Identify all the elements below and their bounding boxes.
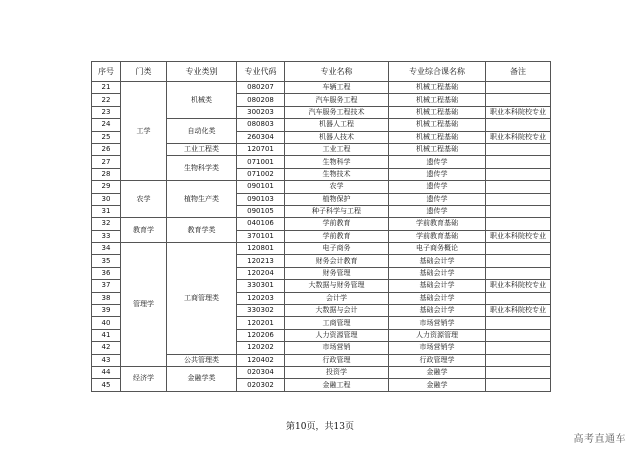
row-code: 120202: [237, 342, 285, 354]
row-course: 市场营销学: [389, 342, 486, 354]
page-number: 第10页，共13页: [286, 422, 354, 432]
row-no: 32: [92, 218, 121, 230]
row-course: 基础会计学: [389, 305, 486, 317]
row-note: [486, 205, 551, 217]
row-note: [486, 379, 551, 391]
row-course: 遗传学: [389, 193, 486, 205]
row-note: 职业本科院校专业: [486, 106, 551, 118]
header-note: 备注: [486, 62, 551, 82]
row-no: 26: [92, 143, 121, 155]
row-course: 基础会计学: [389, 292, 486, 304]
row-name: 电子商务: [285, 243, 389, 255]
row-no: 42: [92, 342, 121, 354]
table-row: [92, 181, 551, 193]
row-note: [486, 168, 551, 180]
row-no: 25: [92, 131, 121, 143]
row-code: 080803: [237, 119, 285, 131]
row-note: [486, 267, 551, 279]
row-note: [486, 156, 551, 168]
row-course: 基础会计学: [389, 255, 486, 267]
row-code: 370101: [237, 230, 285, 242]
row-code: 120206: [237, 329, 285, 341]
header-code: 专业代码: [237, 62, 285, 82]
row-note: [486, 366, 551, 378]
subcategory-cell: 机械类: [167, 82, 237, 119]
row-code: 080207: [237, 82, 285, 94]
row-no: 38: [92, 292, 121, 304]
row-name: 大数据与会计: [285, 305, 389, 317]
row-no: 45: [92, 379, 121, 391]
row-course: 基础会计学: [389, 267, 486, 279]
row-note: [486, 119, 551, 131]
row-code: 090103: [237, 193, 285, 205]
row-code: 020304: [237, 366, 285, 378]
row-name: 车辆工程: [285, 82, 389, 94]
row-name: 机器人工程: [285, 119, 389, 131]
row-name: 会计学: [285, 292, 389, 304]
row-note: 职业本科院校专业: [486, 131, 551, 143]
row-name: 学前教育: [285, 218, 389, 230]
row-code: 120204: [237, 267, 285, 279]
row-course: 金融学: [389, 366, 486, 378]
row-code: 260304: [237, 131, 285, 143]
row-name: 机器人技术: [285, 131, 389, 143]
row-no: 30: [92, 193, 121, 205]
category-cell: 农学: [121, 181, 167, 218]
row-name: 工业工程: [285, 143, 389, 155]
header-subcategory: 专业类别: [167, 62, 237, 82]
row-course: 机械工程基础: [389, 82, 486, 94]
row-no: 22: [92, 94, 121, 106]
row-name: 投资学: [285, 366, 389, 378]
table-row: [92, 82, 551, 94]
row-no: 21: [92, 82, 121, 94]
header-name: 专业名称: [285, 62, 389, 82]
row-course: 行政管理学: [389, 354, 486, 366]
row-code: 020302: [237, 379, 285, 391]
row-course: 遗传学: [389, 205, 486, 217]
row-code: 080208: [237, 94, 285, 106]
row-code: 330301: [237, 280, 285, 292]
category-cell: 经济学: [121, 366, 167, 391]
row-course: 市场营销学: [389, 317, 486, 329]
row-course: 遗传学: [389, 168, 486, 180]
row-code: 071002: [237, 168, 285, 180]
row-code: 120201: [237, 317, 285, 329]
row-no: 33: [92, 230, 121, 242]
row-code: 300203: [237, 106, 285, 118]
row-course: 机械工程基础: [389, 106, 486, 118]
subcategory-cell: 工商管理类: [167, 243, 237, 355]
row-no: 34: [92, 243, 121, 255]
row-name: 行政管理: [285, 354, 389, 366]
row-no: 24: [92, 119, 121, 131]
watermark-text: 高考直通车: [573, 434, 626, 445]
subcategory-cell: 工业工程类: [167, 143, 237, 155]
row-code: 120213: [237, 255, 285, 267]
row-note: [486, 342, 551, 354]
row-name: 市场营销: [285, 342, 389, 354]
row-note: [486, 354, 551, 366]
major-table: [91, 61, 551, 392]
row-no: 44: [92, 366, 121, 378]
row-code: 071001: [237, 156, 285, 168]
row-note: 职业本科院校专业: [486, 230, 551, 242]
row-name: 生物科学: [285, 156, 389, 168]
row-course: 人力资源管理: [389, 329, 486, 341]
row-no: 36: [92, 267, 121, 279]
row-note: [486, 218, 551, 230]
row-code: 090101: [237, 181, 285, 193]
row-name: 工商管理: [285, 317, 389, 329]
row-no: 39: [92, 305, 121, 317]
table-row: [92, 366, 551, 378]
table-row: [92, 218, 551, 230]
table-row: [92, 243, 551, 255]
row-note: 职业本科院校专业: [486, 305, 551, 317]
subcategory-cell: 植物生产类: [167, 181, 237, 218]
category-cell: 教育学: [121, 218, 167, 243]
row-no: 43: [92, 354, 121, 366]
table-header-row: [92, 62, 551, 82]
row-code: 120203: [237, 292, 285, 304]
header-no: 序号: [92, 62, 121, 82]
header-category: 门类: [121, 62, 167, 82]
row-note: [486, 181, 551, 193]
row-code: 120402: [237, 354, 285, 366]
row-name: 大数据与财务管理: [285, 280, 389, 292]
row-no: 31: [92, 205, 121, 217]
row-name: 生物技术: [285, 168, 389, 180]
row-course: 电子商务概论: [389, 243, 486, 255]
row-name: 金融工程: [285, 379, 389, 391]
row-note: [486, 292, 551, 304]
row-no: 41: [92, 329, 121, 341]
row-note: [486, 94, 551, 106]
row-code: 040106: [237, 218, 285, 230]
row-name: 财务管理: [285, 267, 389, 279]
row-course: 金融学: [389, 379, 486, 391]
row-course: 遗传学: [389, 181, 486, 193]
row-name: 学前教育: [285, 230, 389, 242]
row-note: [486, 143, 551, 155]
row-note: [486, 255, 551, 267]
category-cell: 管理学: [121, 243, 167, 367]
row-name: 财务会计教育: [285, 255, 389, 267]
row-name: 农学: [285, 181, 389, 193]
row-course: 机械工程基础: [389, 143, 486, 155]
row-code: 330302: [237, 305, 285, 317]
subcategory-cell: 生物科学类: [167, 156, 237, 181]
row-name: 人力资源管理: [285, 329, 389, 341]
row-note: [486, 82, 551, 94]
row-no: 28: [92, 168, 121, 180]
row-course: 学前教育基础: [389, 230, 486, 242]
row-name: 植物保护: [285, 193, 389, 205]
header-course: 专业综合课名称: [389, 62, 486, 82]
row-note: [486, 317, 551, 329]
row-course: 机械工程基础: [389, 131, 486, 143]
row-no: 37: [92, 280, 121, 292]
row-course: 机械工程基础: [389, 94, 486, 106]
row-course: 学前教育基础: [389, 218, 486, 230]
subcategory-cell: 金融学类: [167, 366, 237, 391]
row-note: [486, 243, 551, 255]
row-note: [486, 329, 551, 341]
row-no: 23: [92, 106, 121, 118]
row-name: 汽车服务工程技术: [285, 106, 389, 118]
row-course: 机械工程基础: [389, 119, 486, 131]
row-no: 40: [92, 317, 121, 329]
row-no: 35: [92, 255, 121, 267]
row-note: 职业本科院校专业: [486, 280, 551, 292]
subcategory-cell: 公共管理类: [167, 354, 237, 366]
category-cell: 工学: [121, 82, 167, 181]
row-code: 090105: [237, 205, 285, 217]
row-name: 汽车服务工程: [285, 94, 389, 106]
row-no: 27: [92, 156, 121, 168]
row-name: 种子科学与工程: [285, 205, 389, 217]
row-note: [486, 193, 551, 205]
row-course: 遗传学: [389, 156, 486, 168]
row-code: 120801: [237, 243, 285, 255]
subcategory-cell: 教育学类: [167, 218, 237, 243]
row-course: 基础会计学: [389, 280, 486, 292]
subcategory-cell: 自动化类: [167, 119, 237, 144]
row-code: 120701: [237, 143, 285, 155]
row-no: 29: [92, 181, 121, 193]
